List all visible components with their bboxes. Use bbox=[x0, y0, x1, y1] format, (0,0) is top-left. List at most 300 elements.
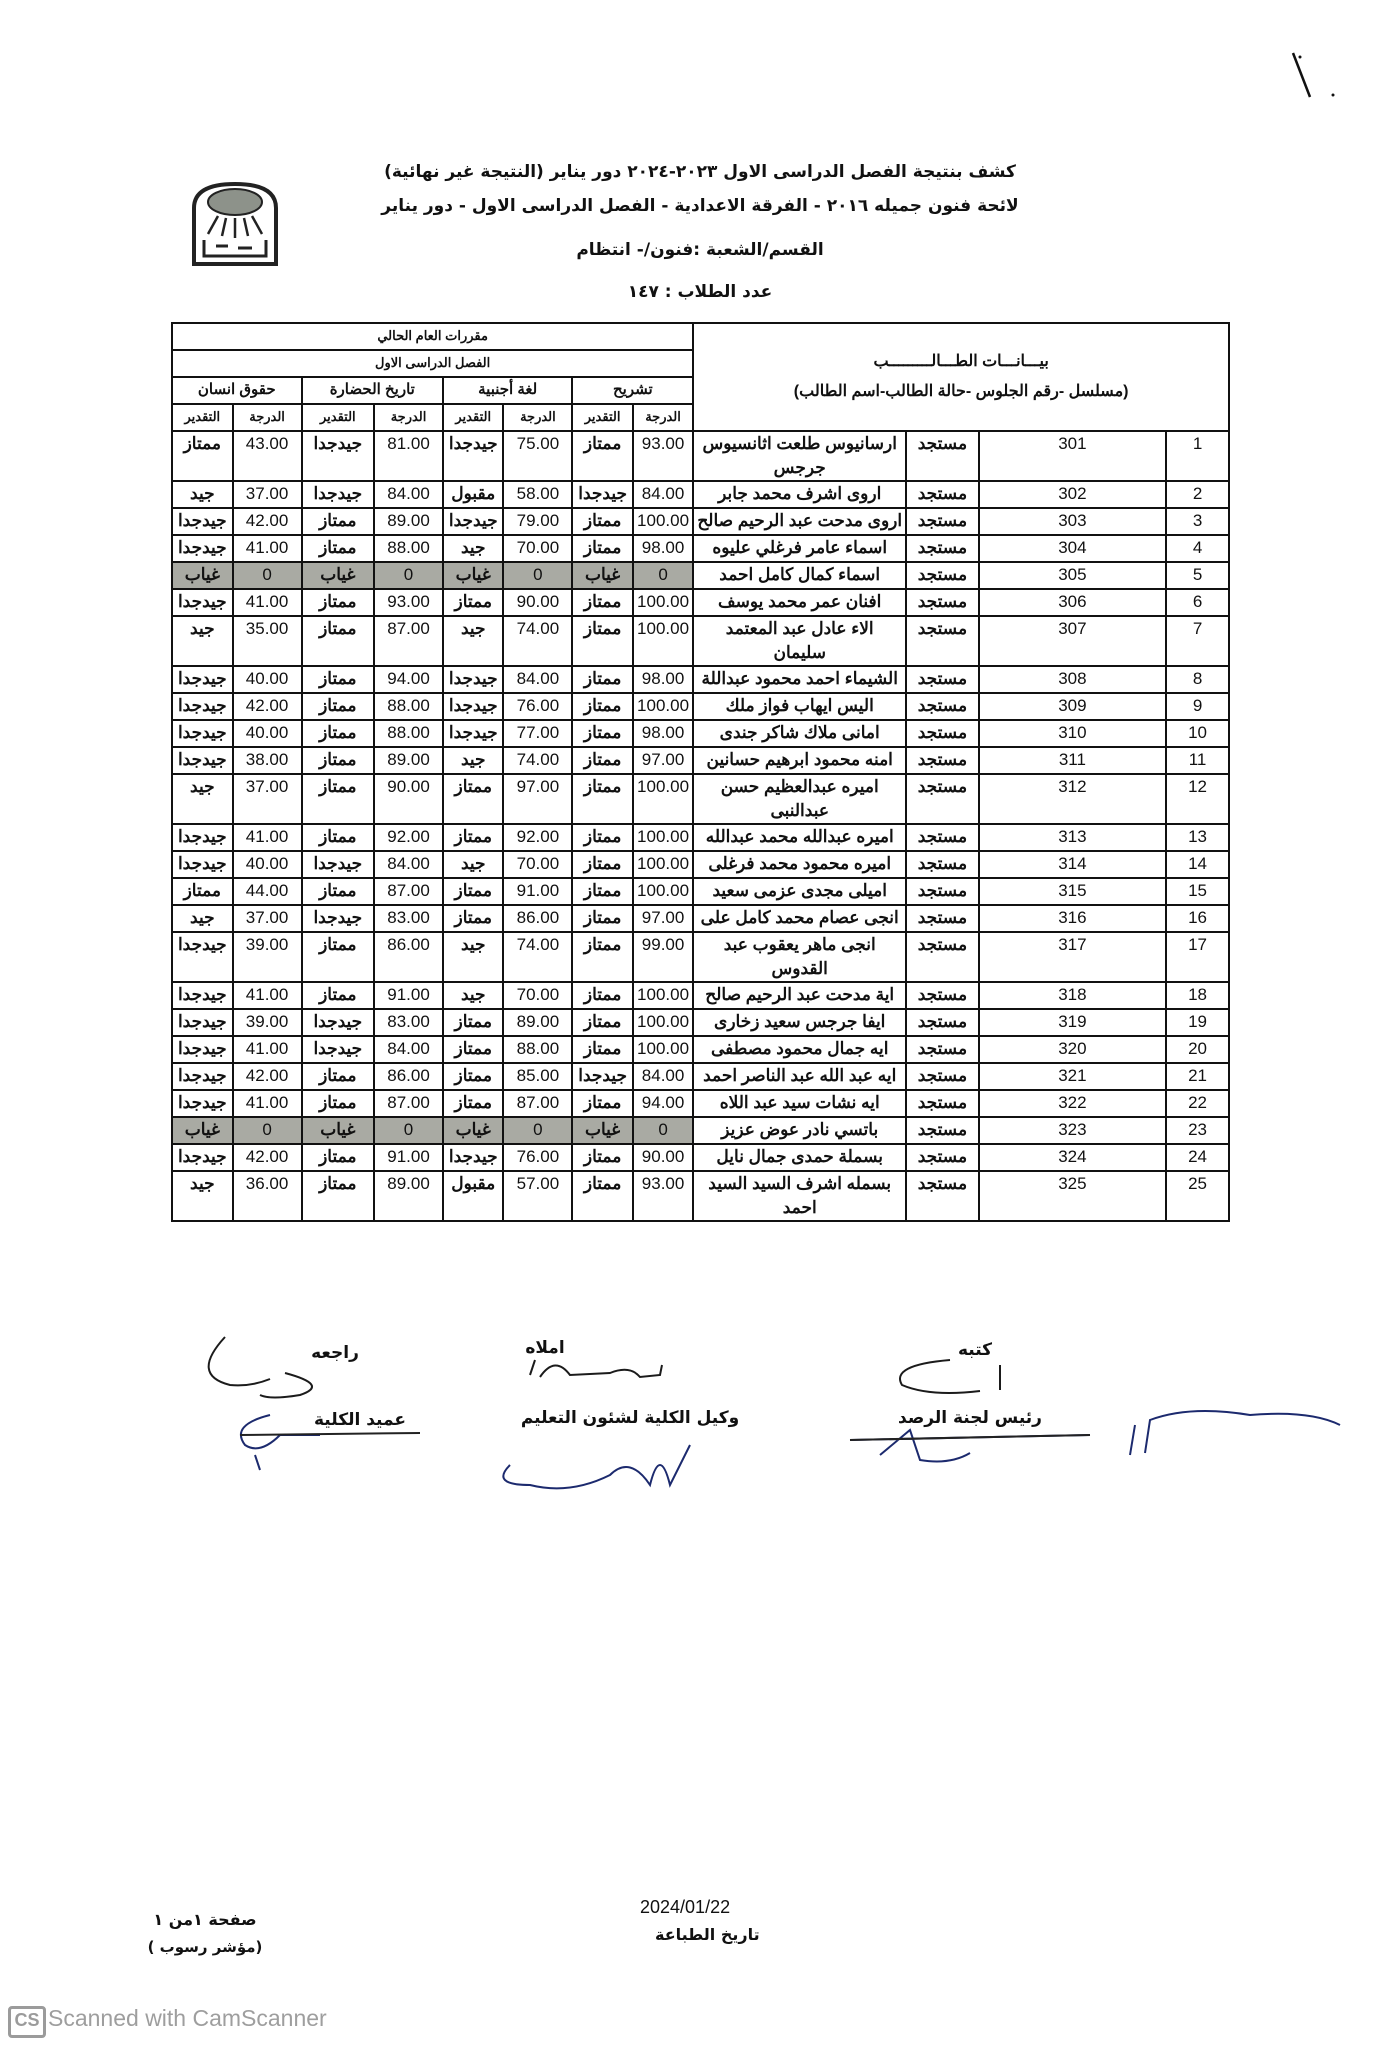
subject-score: 41.00 bbox=[233, 535, 302, 562]
subject-grade: ممتاز bbox=[443, 774, 503, 824]
subject-grade: ممتاز bbox=[443, 589, 503, 616]
subject-score: 40.00 bbox=[233, 720, 302, 747]
serial-number: 15 bbox=[1166, 878, 1229, 905]
subject-score: 90.00 bbox=[503, 589, 572, 616]
subject-score: 100.00 bbox=[633, 1009, 693, 1036]
subject-grade: جيدجدا bbox=[302, 905, 375, 932]
subject-score: 83.00 bbox=[374, 905, 443, 932]
student-status: مستجد bbox=[906, 824, 979, 851]
student-status: مستجد bbox=[906, 693, 979, 720]
subject-grade: ممتاز bbox=[302, 616, 375, 666]
student-status: مستجد bbox=[906, 774, 979, 824]
subject-grade: ممتاز bbox=[572, 693, 632, 720]
subject-score: 75.00 bbox=[503, 431, 572, 481]
seat-number: 321 bbox=[979, 1063, 1166, 1090]
subject-grade: جيدجدا bbox=[172, 589, 233, 616]
subject-score: 0 bbox=[374, 562, 443, 589]
seat-number: 305 bbox=[979, 562, 1166, 589]
student-row bbox=[172, 616, 1229, 666]
subject-score: 90.00 bbox=[374, 774, 443, 824]
handwritten-signatures bbox=[190, 1335, 1360, 1515]
subject-grade: جيدجدا bbox=[172, 1063, 233, 1090]
subject-grade: ممتاز bbox=[302, 878, 375, 905]
student-name: اميره عبدالعظيم حسن عبدالنبى bbox=[693, 774, 906, 824]
student-name: باتسي نادر عوض عزيز bbox=[693, 1117, 906, 1144]
subject-score: 89.00 bbox=[503, 1009, 572, 1036]
vice-dean-label: وكيل الكلية لشئون التعليم bbox=[520, 1408, 740, 1428]
subject-score: 100.00 bbox=[633, 616, 693, 666]
student-row bbox=[172, 905, 1229, 932]
written-by-label: كتبه bbox=[957, 1340, 993, 1360]
subject-score: 88.00 bbox=[374, 535, 443, 562]
subject-score: 36.00 bbox=[233, 1171, 302, 1221]
seat-number: 312 bbox=[979, 774, 1166, 824]
subject-score: 43.00 bbox=[233, 431, 302, 481]
subject-grade: جيدجدا bbox=[172, 720, 233, 747]
subject-score: 92.00 bbox=[374, 824, 443, 851]
subheader-score: الدرجة bbox=[633, 404, 693, 431]
seat-number: 315 bbox=[979, 878, 1166, 905]
student-row bbox=[172, 932, 1229, 982]
student-row bbox=[172, 1171, 1229, 1221]
subject-grade: ممتاز bbox=[443, 905, 503, 932]
student-status: مستجد bbox=[906, 851, 979, 878]
subject-score: 41.00 bbox=[233, 589, 302, 616]
subject-grade: ممتاز bbox=[443, 1090, 503, 1117]
subheader-score: الدرجة bbox=[503, 404, 572, 431]
subject-grade: ممتاز bbox=[302, 535, 375, 562]
student-row bbox=[172, 878, 1229, 905]
subheader-score: الدرجة bbox=[374, 404, 443, 431]
subject-score: 70.00 bbox=[503, 982, 572, 1009]
subject-grade: جيدجدا bbox=[443, 666, 503, 693]
subject-score: 100.00 bbox=[633, 508, 693, 535]
student-name: ايه عبد الله عبد الناصر احمد bbox=[693, 1063, 906, 1090]
student-status: مستجد bbox=[906, 508, 979, 535]
serial-number: 1 bbox=[1166, 431, 1229, 481]
serial-number: 11 bbox=[1166, 747, 1229, 774]
subject-score: 100.00 bbox=[633, 824, 693, 851]
student-status: مستجد bbox=[906, 747, 979, 774]
subject-score: 87.00 bbox=[374, 1090, 443, 1117]
subject-score: 91.00 bbox=[374, 982, 443, 1009]
subject-grade: غياب bbox=[443, 1117, 503, 1144]
reviewed-by-label: راجعه bbox=[311, 1343, 359, 1363]
subject-grade: ممتاز bbox=[302, 824, 375, 851]
subject-grade: جيدجدا bbox=[302, 431, 375, 481]
subject-grade: جيدجدا bbox=[302, 1036, 375, 1063]
subject-grade: ممتاز bbox=[302, 1090, 375, 1117]
grades-table bbox=[171, 322, 1230, 1222]
student-row bbox=[172, 562, 1229, 589]
subject-score: 100.00 bbox=[633, 774, 693, 824]
subject-grade: جيدجدا bbox=[172, 1036, 233, 1063]
subject-score: 35.00 bbox=[233, 616, 302, 666]
subject-grade: مقبول bbox=[443, 481, 503, 508]
subject-grade: جيدجدا bbox=[302, 1009, 375, 1036]
subject-grade: جيدجدا bbox=[172, 508, 233, 535]
student-name: اروى مدحت عبد الرحيم صالح bbox=[693, 508, 906, 535]
student-status: مستجد bbox=[906, 481, 979, 508]
seat-number: 319 bbox=[979, 1009, 1166, 1036]
subject-grade: جيدجدا bbox=[443, 431, 503, 481]
subject-grade: جيدجدا bbox=[302, 851, 375, 878]
student-name: انجى ماهر يعقوب عبد القدوس bbox=[693, 932, 906, 982]
subject-score: 93.00 bbox=[374, 589, 443, 616]
student-name: ايه نشات سيد عبد اللاه bbox=[693, 1090, 906, 1117]
subject-score: 87.00 bbox=[374, 616, 443, 666]
student-name: اية مدحت عبد الرحيم صالح bbox=[693, 982, 906, 1009]
subject-grade: جيد bbox=[443, 932, 503, 982]
subject-score: 76.00 bbox=[503, 1144, 572, 1171]
serial-number: 7 bbox=[1166, 616, 1229, 666]
student-status: مستجد bbox=[906, 1144, 979, 1171]
subject-score: 39.00 bbox=[233, 1009, 302, 1036]
subject-score: 37.00 bbox=[233, 774, 302, 824]
subject-score: 98.00 bbox=[633, 535, 693, 562]
serial-number: 13 bbox=[1166, 824, 1229, 851]
subject-grade: ممتاز bbox=[572, 905, 632, 932]
subject-grade: جيدجدا bbox=[172, 982, 233, 1009]
student-status: مستجد bbox=[906, 878, 979, 905]
subject-score: 93.00 bbox=[633, 1171, 693, 1221]
student-row bbox=[172, 720, 1229, 747]
subject-score: 74.00 bbox=[503, 616, 572, 666]
subject-grade: جيدجدا bbox=[172, 747, 233, 774]
serial-number: 12 bbox=[1166, 774, 1229, 824]
report-title: كشف بنتيجة الفصل الدراسى الاول ٢٠٢٣-٢٠٢٤ دور يناير (النتيجة غير نهائية) bbox=[384, 162, 1016, 182]
subject-score: 41.00 bbox=[233, 1036, 302, 1063]
student-row bbox=[172, 535, 1229, 562]
subject-grade: جيدجدا bbox=[572, 1063, 632, 1090]
subject-score: 86.00 bbox=[503, 905, 572, 932]
subject-score: 41.00 bbox=[233, 982, 302, 1009]
subject-grade: جيدجدا bbox=[172, 1009, 233, 1036]
seat-number: 307 bbox=[979, 616, 1166, 666]
subject-score: 84.00 bbox=[374, 1036, 443, 1063]
student-row bbox=[172, 508, 1229, 535]
failure-indicator: (مؤشر رسوب ) bbox=[147, 1938, 263, 1956]
student-name: بسملة حمدى جمال نايل bbox=[693, 1144, 906, 1171]
subject-score: 84.00 bbox=[633, 481, 693, 508]
courses-group-header: مقررات العام الحالي bbox=[172, 323, 693, 350]
subject-header-human-rights: حقوق انسان bbox=[172, 377, 302, 404]
subject-score: 91.00 bbox=[503, 878, 572, 905]
subject-grade: مقبول bbox=[443, 1171, 503, 1221]
subject-score: 85.00 bbox=[503, 1063, 572, 1090]
subject-grade: جيدجدا bbox=[172, 666, 233, 693]
subject-grade: جيدجدا bbox=[443, 1144, 503, 1171]
subject-grade: ممتاز bbox=[572, 1144, 632, 1171]
subject-grade: ممتاز bbox=[302, 589, 375, 616]
subject-grade: ممتاز bbox=[443, 1009, 503, 1036]
subject-score: 84.00 bbox=[374, 481, 443, 508]
subject-score: 76.00 bbox=[503, 693, 572, 720]
student-status: مستجد bbox=[906, 562, 979, 589]
serial-number: 18 bbox=[1166, 982, 1229, 1009]
subject-grade: جيدجدا bbox=[172, 932, 233, 982]
student-name: اميره عبدالله محمد عبدالله bbox=[693, 824, 906, 851]
subject-grade: ممتاز bbox=[443, 1063, 503, 1090]
seat-number: 304 bbox=[979, 535, 1166, 562]
subject-score: 42.00 bbox=[233, 508, 302, 535]
subject-grade: جيدجدا bbox=[172, 824, 233, 851]
seat-number: 306 bbox=[979, 589, 1166, 616]
subject-grade: جيد bbox=[443, 747, 503, 774]
student-status: مستجد bbox=[906, 1009, 979, 1036]
subject-score: 70.00 bbox=[503, 535, 572, 562]
student-row bbox=[172, 431, 1229, 481]
student-status: مستجد bbox=[906, 431, 979, 481]
student-name: ايفا جرجس سعيد زخارى bbox=[693, 1009, 906, 1036]
subject-score: 100.00 bbox=[633, 982, 693, 1009]
student-status: مستجد bbox=[906, 1171, 979, 1221]
student-name: الشيماء احمد محمود عبداللة bbox=[693, 666, 906, 693]
subject-grade: ممتاز bbox=[572, 1171, 632, 1221]
subject-grade: ممتاز bbox=[572, 982, 632, 1009]
student-row bbox=[172, 589, 1229, 616]
serial-number: 23 bbox=[1166, 1117, 1229, 1144]
seat-number: 309 bbox=[979, 693, 1166, 720]
serial-number: 3 bbox=[1166, 508, 1229, 535]
student-status: مستجد bbox=[906, 932, 979, 982]
student-name: انجى عصام محمد كامل على bbox=[693, 905, 906, 932]
subject-grade: غياب bbox=[302, 562, 375, 589]
subject-score: 88.00 bbox=[374, 720, 443, 747]
subject-score: 0 bbox=[233, 562, 302, 589]
university-logo bbox=[188, 178, 283, 266]
subject-score: 84.00 bbox=[374, 851, 443, 878]
student-row bbox=[172, 824, 1229, 851]
subject-grade: غياب bbox=[172, 562, 233, 589]
subject-score: 100.00 bbox=[633, 851, 693, 878]
student-count: عدد الطلاب : ١٤٧ bbox=[627, 282, 773, 302]
serial-number: 14 bbox=[1166, 851, 1229, 878]
subject-grade: ممتاز bbox=[302, 720, 375, 747]
subject-grade: جيد bbox=[443, 616, 503, 666]
subject-score: 79.00 bbox=[503, 508, 572, 535]
subject-grade: ممتاز bbox=[572, 774, 632, 824]
seat-number: 311 bbox=[979, 747, 1166, 774]
seat-number: 316 bbox=[979, 905, 1166, 932]
subject-grade: غياب bbox=[443, 562, 503, 589]
subject-grade: ممتاز bbox=[302, 932, 375, 982]
student-info-header bbox=[693, 323, 1229, 431]
subject-grade: ممتاز bbox=[572, 616, 632, 666]
student-status: مستجد bbox=[906, 1090, 979, 1117]
subheader-score: الدرجة bbox=[233, 404, 302, 431]
subject-score: 87.00 bbox=[374, 878, 443, 905]
subject-score: 100.00 bbox=[633, 589, 693, 616]
student-status: مستجد bbox=[906, 535, 979, 562]
subject-score: 38.00 bbox=[233, 747, 302, 774]
subject-grade: ممتاز bbox=[572, 878, 632, 905]
subject-score: 58.00 bbox=[503, 481, 572, 508]
subject-grade: ممتاز bbox=[572, 1009, 632, 1036]
seat-number: 314 bbox=[979, 851, 1166, 878]
department-label: القسم/الشعبة :فنون/- انتظام bbox=[576, 240, 824, 260]
subject-score: 0 bbox=[503, 1117, 572, 1144]
serial-number: 22 bbox=[1166, 1090, 1229, 1117]
serial-number: 9 bbox=[1166, 693, 1229, 720]
subject-grade: جيد bbox=[172, 1171, 233, 1221]
dictated-by-label: املاه bbox=[525, 1338, 565, 1358]
subheader-grade: التقدير bbox=[172, 404, 233, 431]
subject-score: 77.00 bbox=[503, 720, 572, 747]
subject-score: 39.00 bbox=[233, 932, 302, 982]
subject-score: 100.00 bbox=[633, 1036, 693, 1063]
subject-grade: جيدجدا bbox=[572, 481, 632, 508]
subject-score: 70.00 bbox=[503, 851, 572, 878]
subject-score: 84.00 bbox=[633, 1063, 693, 1090]
seat-number: 324 bbox=[979, 1144, 1166, 1171]
subject-grade: ممتاز bbox=[572, 508, 632, 535]
seat-number: 308 bbox=[979, 666, 1166, 693]
camscanner-logo-icon: CS bbox=[8, 2006, 46, 2038]
subject-score: 99.00 bbox=[633, 932, 693, 982]
subject-score: 98.00 bbox=[633, 720, 693, 747]
serial-number: 19 bbox=[1166, 1009, 1229, 1036]
subject-grade: ممتاز bbox=[172, 878, 233, 905]
serial-number: 24 bbox=[1166, 1144, 1229, 1171]
student-status: مستجد bbox=[906, 589, 979, 616]
subject-score: 97.00 bbox=[633, 747, 693, 774]
subject-score: 37.00 bbox=[233, 905, 302, 932]
student-row bbox=[172, 1144, 1229, 1171]
subject-score: 88.00 bbox=[503, 1036, 572, 1063]
subject-score: 42.00 bbox=[233, 693, 302, 720]
subject-score: 44.00 bbox=[233, 878, 302, 905]
seat-number: 301 bbox=[979, 431, 1166, 481]
serial-number: 6 bbox=[1166, 589, 1229, 616]
student-name: بسمله اشرف السيد السيد احمد bbox=[693, 1171, 906, 1221]
seat-number: 303 bbox=[979, 508, 1166, 535]
subject-score: 42.00 bbox=[233, 1063, 302, 1090]
subject-grade: جيد bbox=[172, 616, 233, 666]
subject-score: 94.00 bbox=[374, 666, 443, 693]
serial-number: 4 bbox=[1166, 535, 1229, 562]
subject-grade: جيدجدا bbox=[172, 1090, 233, 1117]
subheader-grade: التقدير bbox=[302, 404, 375, 431]
subject-score: 0 bbox=[233, 1117, 302, 1144]
subject-grade: ممتاز bbox=[443, 878, 503, 905]
student-name: اسماء كمال كامل احمد bbox=[693, 562, 906, 589]
seat-number: 318 bbox=[979, 982, 1166, 1009]
subject-score: 100.00 bbox=[633, 878, 693, 905]
student-row bbox=[172, 851, 1229, 878]
subject-grade: غياب bbox=[572, 562, 632, 589]
subheader-grade: التقدير bbox=[443, 404, 503, 431]
subject-grade: ممتاز bbox=[302, 1144, 375, 1171]
subject-header-foreign-language: لغة أجنبية bbox=[443, 377, 572, 404]
student-name: الاء عادل عبد المعتمد سليمان bbox=[693, 616, 906, 666]
subject-grade: ممتاز bbox=[302, 747, 375, 774]
student-row bbox=[172, 1009, 1229, 1036]
subject-header-civilization-history: تاريخ الحضارة bbox=[302, 377, 443, 404]
subject-score: 74.00 bbox=[503, 932, 572, 982]
seat-number: 323 bbox=[979, 1117, 1166, 1144]
subject-grade: غياب bbox=[572, 1117, 632, 1144]
student-name: اميلى مجدى عزمى سعيد bbox=[693, 878, 906, 905]
subject-score: 89.00 bbox=[374, 1171, 443, 1221]
dean-label: عميد الكلية bbox=[314, 1410, 406, 1430]
student-status: مستجد bbox=[906, 616, 979, 666]
student-row bbox=[172, 481, 1229, 508]
student-name: اروى اشرف محمد جابر bbox=[693, 481, 906, 508]
subject-grade: ممتاز bbox=[572, 932, 632, 982]
subject-score: 84.00 bbox=[503, 666, 572, 693]
serial-number: 2 bbox=[1166, 481, 1229, 508]
subject-score: 41.00 bbox=[233, 1090, 302, 1117]
subject-grade: جيد bbox=[443, 982, 503, 1009]
subject-grade: ممتاز bbox=[572, 747, 632, 774]
student-name: اميره محمود محمد فرغلى bbox=[693, 851, 906, 878]
subject-grade: جيدجدا bbox=[443, 693, 503, 720]
subject-score: 57.00 bbox=[503, 1171, 572, 1221]
subject-grade: ممتاز bbox=[302, 693, 375, 720]
seat-number: 320 bbox=[979, 1036, 1166, 1063]
seat-number: 302 bbox=[979, 481, 1166, 508]
student-name: ارسانيوس طلعت اثانسيوس جرجس bbox=[693, 431, 906, 481]
subject-grade: ممتاز bbox=[443, 1036, 503, 1063]
subject-grade: غياب bbox=[302, 1117, 375, 1144]
subject-score: 41.00 bbox=[233, 824, 302, 851]
serial-number: 10 bbox=[1166, 720, 1229, 747]
serial-number: 5 bbox=[1166, 562, 1229, 589]
student-status: مستجد bbox=[906, 1063, 979, 1090]
student-row bbox=[172, 747, 1229, 774]
subject-grade: جيدجدا bbox=[172, 535, 233, 562]
subject-score: 87.00 bbox=[503, 1090, 572, 1117]
subject-grade: ممتاز bbox=[443, 824, 503, 851]
subject-score: 97.00 bbox=[633, 905, 693, 932]
student-name: اليس ايهاب فواز ملك bbox=[693, 693, 906, 720]
seat-number: 322 bbox=[979, 1090, 1166, 1117]
student-info-subtitle: (مسلسل -رقم الجلوس -حالة الطالب-اسم الطالب) bbox=[793, 383, 1129, 400]
subject-grade: ممتاز bbox=[572, 431, 632, 481]
student-name: امانى ملاك شاكر جندى bbox=[693, 720, 906, 747]
student-name: ايه جمال محمود مصطفى bbox=[693, 1036, 906, 1063]
subject-score: 89.00 bbox=[374, 747, 443, 774]
student-row bbox=[172, 982, 1229, 1009]
student-info-title: بيـــانـــات الطـــالـــــــــب bbox=[873, 353, 1049, 370]
student-row bbox=[172, 1036, 1229, 1063]
subject-score: 81.00 bbox=[374, 431, 443, 481]
subject-score: 0 bbox=[633, 1117, 693, 1144]
subject-grade: جيد bbox=[172, 481, 233, 508]
subheader-grade: التقدير bbox=[572, 404, 632, 431]
subject-grade: جيد bbox=[172, 905, 233, 932]
subject-score: 37.00 bbox=[233, 481, 302, 508]
subject-grade: ممتاز bbox=[572, 720, 632, 747]
student-status: مستجد bbox=[906, 666, 979, 693]
serial-number: 25 bbox=[1166, 1171, 1229, 1221]
serial-number: 21 bbox=[1166, 1063, 1229, 1090]
subject-score: 40.00 bbox=[233, 666, 302, 693]
student-row bbox=[172, 1063, 1229, 1090]
subject-grade: ممتاز bbox=[572, 824, 632, 851]
subject-score: 94.00 bbox=[633, 1090, 693, 1117]
subject-score: 74.00 bbox=[503, 747, 572, 774]
print-date-label: تاريخ الطباعة bbox=[655, 1925, 760, 1944]
subject-score: 0 bbox=[503, 562, 572, 589]
subject-grade: ممتاز bbox=[572, 1090, 632, 1117]
student-name: افنان عمر محمد يوسف bbox=[693, 589, 906, 616]
subject-score: 86.00 bbox=[374, 932, 443, 982]
subject-grade: جيد bbox=[172, 774, 233, 824]
seat-number: 317 bbox=[979, 932, 1166, 982]
subject-grade: ممتاز bbox=[302, 1171, 375, 1221]
